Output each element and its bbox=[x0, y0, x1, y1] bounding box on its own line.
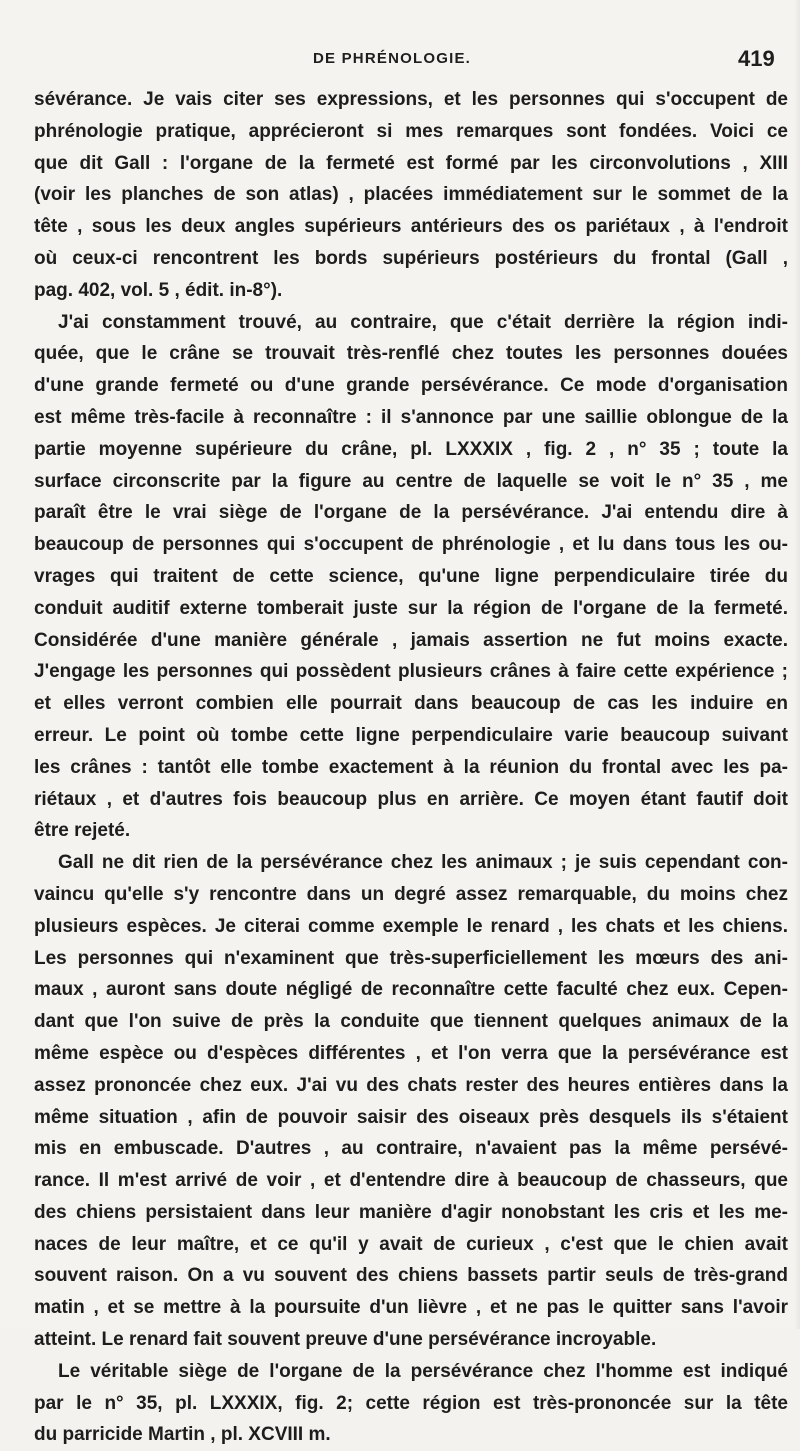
text-line: tête , sous les deux angles supérieurs antérieurs des os pariétaux , à l'endroit bbox=[34, 216, 788, 238]
text-line: vrages qui traitent de cette science, qu'une ligne perpendiculaire tirée du bbox=[34, 565, 788, 587]
text-line: rance. Il m'est arrivé de voir , et d'entendre dire à beaucoup de chasseurs, que bbox=[34, 1170, 788, 1192]
text-line: riétaux , et d'autres fois beaucoup plus en arrière. Ce moyen étant fautif doit bbox=[34, 788, 788, 810]
text-line: atteint. Le renard fait souvent preuve d'une persévérance incroyable. bbox=[34, 1329, 657, 1351]
text-line: partie moyenne supérieure du crâne, pl. LXXXIX , fig. 2 , n° 35 ; toute la bbox=[34, 438, 788, 460]
body-text bbox=[34, 84, 788, 1451]
text-line: maux , auront sans doute négligé de reconnaître cette faculté chez eux. Cepen- bbox=[34, 979, 788, 1001]
text-line: Les personnes qui n'examinent que très-superficiellement les mœurs des ani- bbox=[34, 947, 788, 969]
text-line: pag. 402, vol. 5 , édit. in-8°). bbox=[34, 279, 283, 301]
text-line: naces de leur maître, et ce qu'il y avait de curieux , c'est que le chien avait bbox=[34, 1233, 788, 1255]
text-line: Considérée d'une manière générale , jamais assertion ne fut moins exacte. bbox=[34, 629, 788, 651]
text-line: et elles verront combien elle pourrait dans beaucoup de cas les induire en bbox=[34, 693, 788, 715]
text-line: Gall ne dit rien de la persévérance chez les animaux ; je suis cependant con- bbox=[58, 852, 788, 874]
text-line: dant que l'on suive de près la conduite que tiennent quelques animaux de la bbox=[34, 1011, 788, 1033]
text-line: phrénologie pratique, apprécieront si mes remarques sont fondées. Voici ce bbox=[34, 120, 788, 142]
text-line: (voir les planches de son atlas) , placées immédiatement sur le sommet de la bbox=[34, 184, 788, 206]
text-line: les crânes : tantôt elle tombe exactement à la réunion du frontal avec les pa- bbox=[34, 756, 788, 778]
text-line: matin , et se mettre à la poursuite d'un lièvre , et ne pas le quitter sans l'avoir bbox=[34, 1297, 788, 1319]
text-line: d'une grande fermeté ou d'une grande persévérance. Ce mode d'organisation bbox=[34, 375, 788, 397]
text-line: par le n° 35, pl. LXXXIX, fig. 2; cette région est très-prononcée sur la tête bbox=[34, 1392, 788, 1414]
text-line: sévérance. Je vais citer ses expressions, et les personnes qui s'occupent de bbox=[34, 89, 788, 110]
text-line: J'ai constamment trouvé, au contraire, que c'était derrière la région indi- bbox=[58, 311, 788, 333]
text-line: beaucoup de personnes qui s'occupent de phrénologie , et lu dans tous les ou- bbox=[34, 534, 788, 556]
text-line: assez prononcée chez eux. J'ai vu des chats rester des heures entières dans la bbox=[34, 1074, 788, 1096]
page-edge-shadow bbox=[794, 0, 800, 1329]
text-line: Le véritable siège de l'organe de la persévérance chez l'homme est indiqué bbox=[58, 1360, 788, 1382]
text-line: être rejeté. bbox=[34, 820, 131, 842]
text-line: du parricide Martin , pl. XCVIII m. bbox=[34, 1424, 331, 1446]
running-head bbox=[0, 46, 800, 80]
text-line: plusieurs espèces. Je citerai comme exemple le renard , les chats et les chiens. bbox=[34, 915, 788, 937]
text-line: J'engage les personnes qui possèdent plusieurs crânes à faire cette expérience ; bbox=[34, 661, 788, 683]
text-line: erreur. Le point où tombe cette ligne perpendiculaire varie beaucoup suivant bbox=[34, 724, 788, 746]
text-line: même espèce ou d'espèces différentes , et l'on verra que la persévérance est bbox=[34, 1042, 788, 1064]
running-title: DE PHRÉNOLOGIE. bbox=[313, 50, 472, 67]
text-line: souvent raison. On a vu souvent des chiens bassets partir seuls de très-grand bbox=[34, 1265, 788, 1287]
text-line: quée, que le crâne se trouvait très-renflé chez toutes les personnes douées bbox=[34, 343, 788, 365]
text-line: même situation , afin de pouvoir saisir des oiseaux près desquels ils s'étaient bbox=[34, 1106, 788, 1128]
text-line: où ceux-ci rencontrent les bords supérieurs postérieurs du frontal (Gall , bbox=[34, 247, 788, 269]
text-line: vaincu qu'elle s'y rencontre dans un degré assez remarquable, du moins chez bbox=[34, 883, 788, 905]
text-line: est même très-facile à reconnaître : il s'annonce par une saillie oblongue de la bbox=[34, 406, 788, 428]
page-number: 419 bbox=[738, 46, 775, 71]
text-line: conduit auditif externe tomberait juste sur la région de l'organe de la fermeté. bbox=[34, 597, 788, 619]
text-line: mis en embuscade. D'autres , au contraire, n'avaient pas la même persévé- bbox=[34, 1138, 788, 1160]
text-line: paraît être le vrai siège de l'organe de la persévérance. J'ai entendu dire à bbox=[34, 502, 788, 524]
text-line: surface circonscrite par la figure au centre de laquelle se voit le n° 35 , me bbox=[34, 470, 788, 492]
text-line: que dit Gall : l'organe de la fermeté est formé par les circonvolutions , XIII bbox=[34, 152, 788, 174]
text-line: des chiens persistaient dans leur manière d'agir nonobstant les cris et les me- bbox=[34, 1201, 788, 1223]
